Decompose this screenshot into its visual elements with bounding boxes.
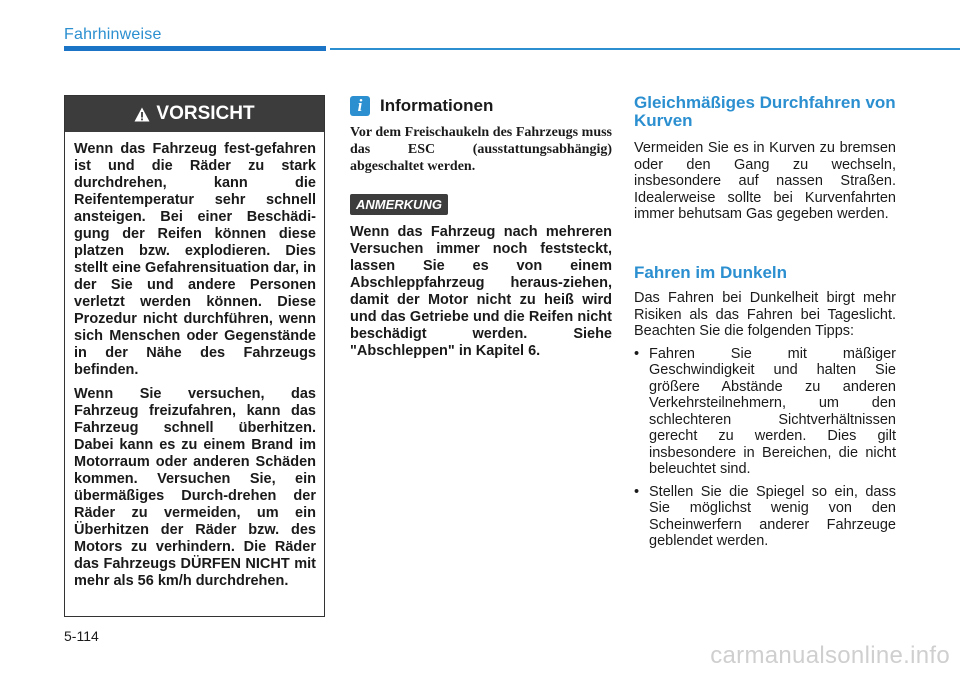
warning-label: VORSICHT — [156, 103, 255, 124]
warning-box — [64, 95, 325, 617]
night-text: Das Fahren bei Dunkelheit birgt mehr Risiken als das Fahren bei Tageslicht. Beachten Sie die folgenden Tipps: — [634, 290, 896, 339]
note-label: ANMERKUNG — [350, 194, 448, 215]
warning-header — [65, 96, 324, 132]
curves-title: Gleichmäßiges Durchfahren von Kurven — [634, 93, 896, 130]
night-section — [634, 264, 896, 556]
header-rule-light — [330, 48, 960, 50]
warning-triangle-icon — [134, 107, 150, 122]
info-text: Vor dem Freischaukeln des Fahrzeugs muss das ESC (ausstattungsabhängig) abgeschaltet werden. — [350, 125, 612, 174]
watermark: carmanualsonline.info — [710, 642, 950, 669]
night-bullet-1: • Fahren Sie mit mäßiger Geschwindigkeit und halten Sie größere Abstände zu anderen Verkehrsteilnehmern, um den schlechteren Sichtverhältnissen gerecht zu werden. Dies gilt insbesondere in Bereichen, die nicht beleuchtet sind. — [634, 346, 896, 478]
warning-body — [65, 132, 324, 590]
night-title: Fahren im Dunkeln — [634, 263, 788, 282]
night-bullet-2: • Stellen Sie die Spiegel so ein, dass Sie möglichst wenig von den Scheinwerfern anderer Fahrzeuge geblendet werden. — [634, 484, 896, 550]
info-icon: i — [350, 96, 370, 116]
night-bullet-list — [634, 346, 896, 550]
section-title: Fahrhinweise — [64, 26, 162, 43]
warning-paragraph-1: Wenn das Fahrzeug fest-gefahren ist und die Räder zu stark durchdrehen, kann die Reifentemperatur sehr schnell ansteigen. Bei einer Beschädi-gung der Reifen können diese platzen bzw. explodieren. Dies stellt eine Gefahrensituation dar, in der Sie und andere Personen verletzt werden können. Diese Prozedur nicht durchführen, wenn sich Menschen oder Gegenstände in der Nähe des Fahrzeugs befinden. — [74, 141, 316, 378]
info-heading — [350, 96, 493, 116]
header-rule-dark — [64, 46, 326, 51]
info-title: Informationen — [380, 96, 494, 115]
curves-text: Vermeiden Sie es in Kurven zu bremsen oder den Gang zu wechseln, insbesondere auf nassen Straßen. Idealerweise sollte bei Kurvenfahrten immer behutsam Gas gegeben werden. — [634, 140, 896, 222]
note-text: Wenn das Fahrzeug nach mehreren Versuchen immer noch feststeckt, lassen Sie es von einem Abschleppfahrzeug heraus-ziehen, damit der Motor nicht zu heiß wird und das Getriebe und die Reifen nicht beschädigt werden. Siehe "Abschleppen" in Kapitel 6. — [350, 224, 612, 359]
curves-section — [634, 94, 896, 223]
page-number: 5-114 — [64, 628, 99, 644]
warning-paragraph-2: Wenn Sie versuchen, das Fahrzeug freizufahren, kann das Fahrzeug schnell überhitzen. Dabei kann es zu einem Brand im Motorraum oder anderen Schäden kommen. Versuchen Sie, ein übermäßiges Durch-drehen der Räder zu vermeiden, um ein Überhitzen der Räder bzw. des Motors zu verhindern. Die Räder das Fahrzeugs DÜRFEN NICHT mit mehr als 56 km/h durchdrehen. — [74, 386, 316, 589]
